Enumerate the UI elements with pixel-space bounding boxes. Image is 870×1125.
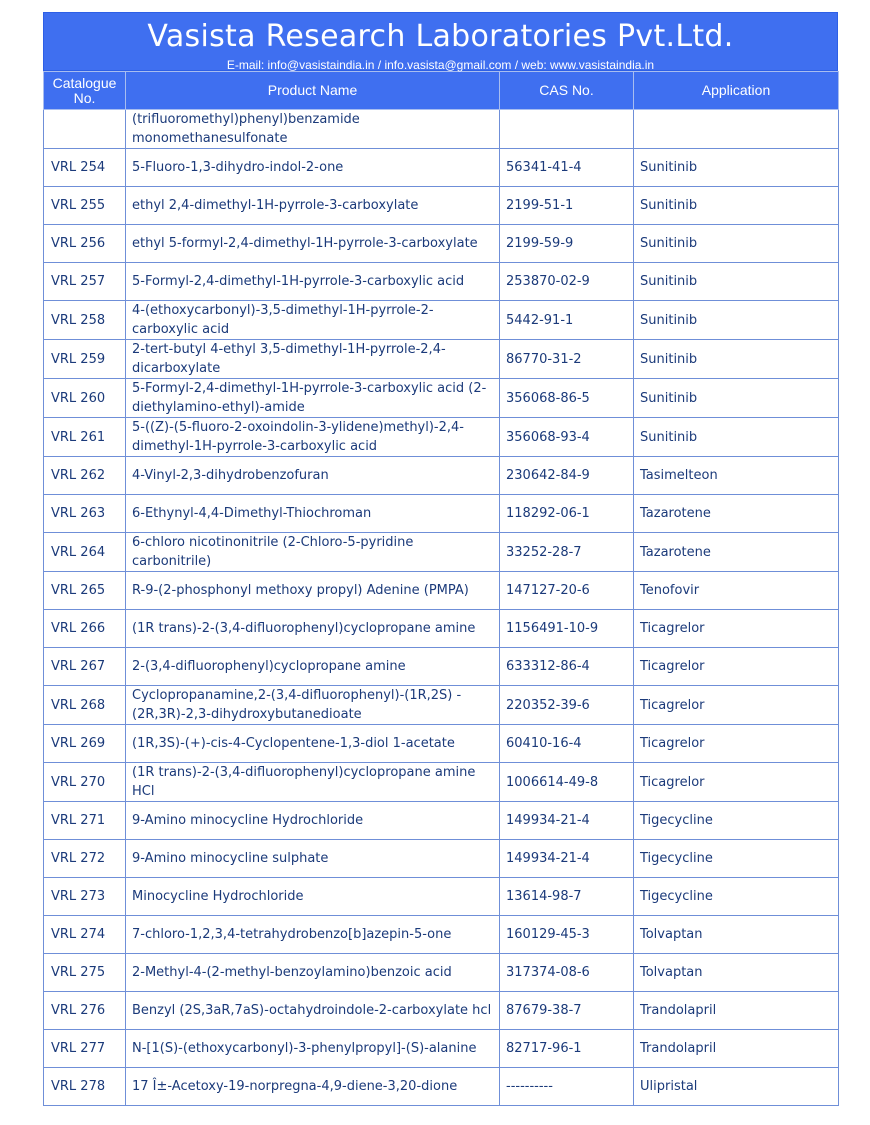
table-row (44, 802, 839, 840)
table-header-row (44, 72, 839, 110)
cas-number-cell: 86770-31-2 (500, 340, 634, 379)
company-banner (43, 12, 838, 71)
table-row (44, 610, 839, 648)
table-row (44, 110, 839, 149)
company-name: Vasista Research Laboratories Pvt.Ltd. (147, 19, 734, 54)
catalogue-number-cell: VRL 273 (44, 878, 126, 916)
table-row (44, 149, 839, 187)
cas-number-cell: 87679-38-7 (500, 992, 634, 1030)
application-cell: Ticagrelor (634, 610, 839, 648)
product-name-cell: 4-(ethoxycarbonyl)-3,5-dimethyl-1H-pyrrole-2-carboxylic acid (126, 301, 500, 340)
application-cell: Tenofovir (634, 572, 839, 610)
table-row (44, 533, 839, 572)
cas-number-cell: 317374-08-6 (500, 954, 634, 992)
application-cell: Sunitinib (634, 301, 839, 340)
application-cell: Sunitinib (634, 187, 839, 225)
catalogue-number-cell: VRL 264 (44, 533, 126, 572)
table-row (44, 954, 839, 992)
cas-number-cell: 149934-21-4 (500, 840, 634, 878)
application-cell: Sunitinib (634, 418, 839, 457)
table-row (44, 725, 839, 763)
product-name-cell: ethyl 2,4-dimethyl-1H-pyrrole-3-carboxylate (126, 187, 500, 225)
cas-number-cell: 2199-51-1 (500, 187, 634, 225)
table-row (44, 263, 839, 301)
application-cell: Tazarotene (634, 533, 839, 572)
product-name-cell: 6-Ethynyl-4,4-Dimethyl-Thiochroman (126, 495, 500, 533)
cas-number-cell: 160129-45-3 (500, 916, 634, 954)
table-row (44, 916, 839, 954)
table-row (44, 992, 839, 1030)
product-name-cell: 6-chloro nicotinonitrile (2-Chloro-5-pyridine carbonitrile) (126, 533, 500, 572)
catalogue-number-cell: VRL 275 (44, 954, 126, 992)
table-row (44, 340, 839, 379)
catalogue-number-cell: VRL 272 (44, 840, 126, 878)
application-cell: Tigecycline (634, 802, 839, 840)
product-name-cell: 4-Vinyl-2,3-dihydrobenzofuran (126, 457, 500, 495)
catalogue-sheet (43, 12, 838, 1106)
product-table (43, 71, 839, 1106)
cas-number-cell: 149934-21-4 (500, 802, 634, 840)
cas-number-cell: 118292-06-1 (500, 495, 634, 533)
cas-number-cell: 633312-86-4 (500, 648, 634, 686)
cas-number-cell: 253870-02-9 (500, 263, 634, 301)
cas-number-cell: 13614-98-7 (500, 878, 634, 916)
product-name-cell: (1R trans)-2-(3,4-difluorophenyl)cyclopropane amine HCl (126, 763, 500, 802)
catalogue-number-cell: VRL 261 (44, 418, 126, 457)
application-cell: Sunitinib (634, 149, 839, 187)
catalogue-number-cell: VRL 277 (44, 1030, 126, 1068)
catalogue-number-cell: VRL 269 (44, 725, 126, 763)
table-row (44, 301, 839, 340)
application-cell: Sunitinib (634, 340, 839, 379)
cas-number-cell: 2199-59-9 (500, 225, 634, 263)
cas-number-cell: 356068-86-5 (500, 379, 634, 418)
product-name-cell: 9-Amino minocycline sulphate (126, 840, 500, 878)
application-cell: Ticagrelor (634, 725, 839, 763)
table-row (44, 187, 839, 225)
catalogue-number-cell: VRL 260 (44, 379, 126, 418)
table-row (44, 840, 839, 878)
product-name-cell: 2-(3,4-difluorophenyl)cyclopropane amine (126, 648, 500, 686)
column-header-product-name: Product Name (126, 72, 500, 110)
product-name-cell: Cyclopropanamine,2-(3,4-difluorophenyl)-(1R,2S) -(2R,3R)-2,3-dihydroxybutanedioate (126, 686, 500, 725)
product-name-cell: 5-Formyl-2,4-dimethyl-1H-pyrrole-3-carboxylic acid (126, 263, 500, 301)
product-name-cell: ethyl 5-formyl-2,4-dimethyl-1H-pyrrole-3-carboxylate (126, 225, 500, 263)
application-cell: Sunitinib (634, 225, 839, 263)
column-header-application: Application (634, 72, 839, 110)
catalogue-number-cell: VRL 267 (44, 648, 126, 686)
application-cell: Ticagrelor (634, 686, 839, 725)
application-cell: Trandolapril (634, 992, 839, 1030)
product-name-cell: 17 Î±-Acetoxy-19-norpregna-4,9-diene-3,20-dione (126, 1068, 500, 1106)
application-cell: Tasimelteon (634, 457, 839, 495)
cas-number-cell: ---------- (500, 1068, 634, 1106)
product-name-cell: R-9-(2-phosphonyl methoxy propyl) Adenine (PMPA) (126, 572, 500, 610)
contact-line: E-mail: info@vasistaindia.in / info.vasista@gmail.com / web: www.vasistaindia.in (226, 58, 655, 72)
application-cell: Sunitinib (634, 379, 839, 418)
product-name-cell: N-[1(S)-(ethoxycarbonyl)-3-phenylpropyl]-(S)-alanine (126, 1030, 500, 1068)
cas-number-cell: 1156491-10-9 (500, 610, 634, 648)
catalogue-number-cell: VRL 266 (44, 610, 126, 648)
column-header-cas: CAS No. (500, 72, 634, 110)
catalogue-number-cell: VRL 257 (44, 263, 126, 301)
table-row (44, 686, 839, 725)
table-row (44, 1030, 839, 1068)
product-name-cell: Minocycline Hydrochloride (126, 878, 500, 916)
cas-number-cell: 33252-28-7 (500, 533, 634, 572)
application-cell: Sunitinib (634, 263, 839, 301)
cas-number-cell: 220352-39-6 (500, 686, 634, 725)
product-name-cell: 2-tert-butyl 4-ethyl 3,5-dimethyl-1H-pyrrole-2,4-dicarboxylate (126, 340, 500, 379)
application-cell: Ticagrelor (634, 763, 839, 802)
cas-number-cell: 1006614-49-8 (500, 763, 634, 802)
catalogue-number-cell: VRL 270 (44, 763, 126, 802)
application-cell (634, 110, 839, 149)
table-row (44, 572, 839, 610)
application-cell: Tazarotene (634, 495, 839, 533)
product-name-cell: 5-((Z)-(5-fluoro-2-oxoindolin-3-ylidene)methyl)-2,4-dimethyl-1H-pyrrole-3-carboxylic acid (126, 418, 500, 457)
table-row (44, 457, 839, 495)
table-row (44, 418, 839, 457)
catalogue-number-cell: VRL 278 (44, 1068, 126, 1106)
catalogue-number-cell: VRL 263 (44, 495, 126, 533)
product-name-cell: Benzyl (2S,3aR,7aS)-octahydroindole-2-carboxylate hcl (126, 992, 500, 1030)
product-name-cell: (1R,3S)-(+)-cis-4-Cyclopentene-1,3-diol 1-acetate (126, 725, 500, 763)
cas-number-cell: 356068-93-4 (500, 418, 634, 457)
application-cell: Tolvaptan (634, 954, 839, 992)
cas-number-cell: 56341-41-4 (500, 149, 634, 187)
application-cell: Tigecycline (634, 840, 839, 878)
table-row (44, 1068, 839, 1106)
catalogue-number-cell: VRL 276 (44, 992, 126, 1030)
cas-number-cell: 82717-96-1 (500, 1030, 634, 1068)
catalogue-number-cell: VRL 262 (44, 457, 126, 495)
application-cell: Ulipristal (634, 1068, 839, 1106)
table-body (44, 110, 839, 1106)
cas-number-cell: 60410-16-4 (500, 725, 634, 763)
table-row (44, 763, 839, 802)
product-name-cell: (1R trans)-2-(3,4-difluorophenyl)cyclopropane amine (126, 610, 500, 648)
catalogue-number-cell (44, 110, 126, 149)
table-row (44, 878, 839, 916)
application-cell: Tigecycline (634, 878, 839, 916)
catalogue-number-cell: VRL 265 (44, 572, 126, 610)
application-cell: Ticagrelor (634, 648, 839, 686)
cas-number-cell: 147127-20-6 (500, 572, 634, 610)
table-row (44, 648, 839, 686)
catalogue-number-cell: VRL 274 (44, 916, 126, 954)
catalogue-number-cell: VRL 258 (44, 301, 126, 340)
product-name-cell: (trifluoromethyl)phenyl)benzamide monomethanesulfonate (126, 110, 500, 149)
application-cell: Tolvaptan (634, 916, 839, 954)
cas-number-cell (500, 110, 634, 149)
column-header-catalogue: Catalogue No. (44, 72, 126, 110)
table-row (44, 379, 839, 418)
catalogue-number-cell: VRL 255 (44, 187, 126, 225)
catalogue-number-cell: VRL 256 (44, 225, 126, 263)
catalogue-number-cell: VRL 259 (44, 340, 126, 379)
table-row (44, 495, 839, 533)
catalogue-number-cell: VRL 271 (44, 802, 126, 840)
product-name-cell: 5-Formyl-2,4-dimethyl-1H-pyrrole-3-carboxylic acid (2-diethylamino-ethyl)-amide (126, 379, 500, 418)
product-name-cell: 7-chloro-1,2,3,4-tetrahydrobenzo[b]azepin-5-one (126, 916, 500, 954)
cas-number-cell: 230642-84-9 (500, 457, 634, 495)
catalogue-number-cell: VRL 254 (44, 149, 126, 187)
table-row (44, 225, 839, 263)
catalogue-number-cell: VRL 268 (44, 686, 126, 725)
product-name-cell: 5-Fluoro-1,3-dihydro-indol-2-one (126, 149, 500, 187)
application-cell: Trandolapril (634, 1030, 839, 1068)
product-name-cell: 9-Amino minocycline Hydrochloride (126, 802, 500, 840)
cas-number-cell: 5442-91-1 (500, 301, 634, 340)
product-name-cell: 2-Methyl-4-(2-methyl-benzoylamino)benzoic acid (126, 954, 500, 992)
